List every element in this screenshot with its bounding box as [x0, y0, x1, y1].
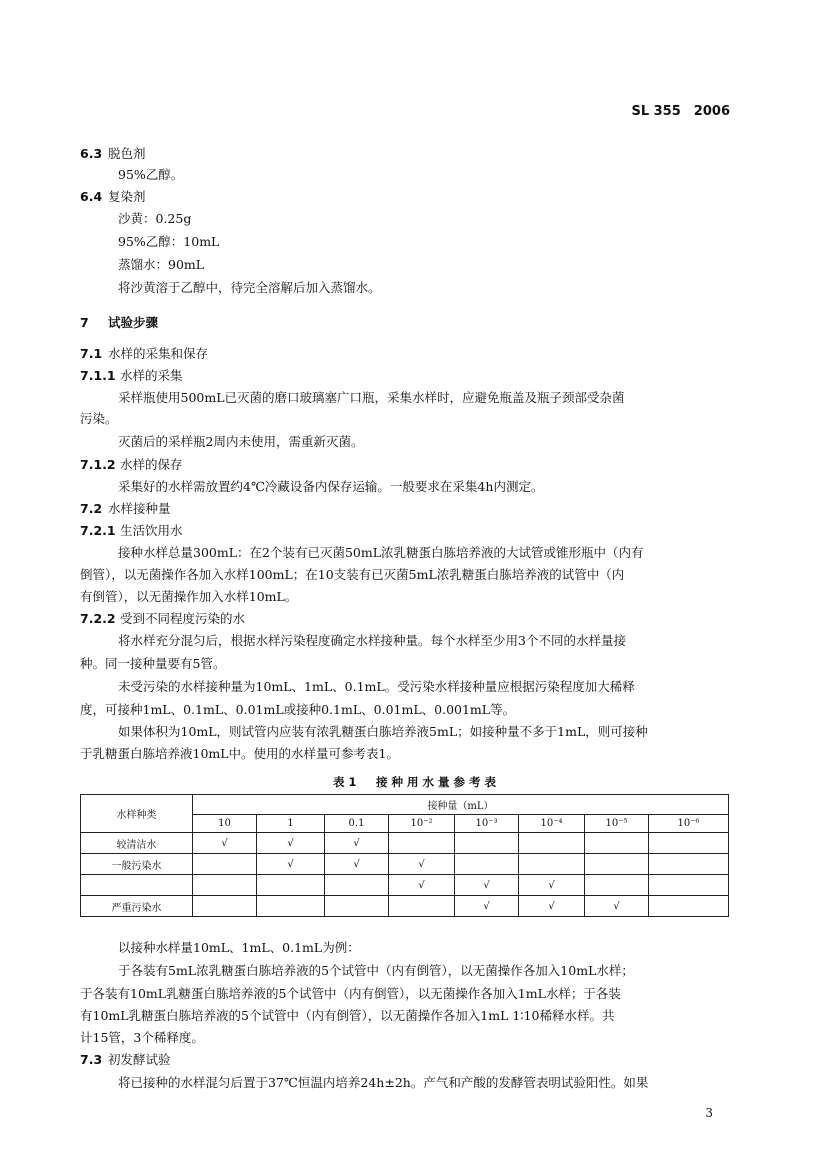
section-number: 6.3: [80, 146, 103, 161]
line-text: 沙黄：0.25g: [118, 211, 192, 226]
section-number: 7.2: [80, 501, 103, 516]
check-mark-cell: [585, 875, 649, 896]
paragraph-line: [80, 656, 225, 672]
section-number: 7.1.2: [80, 457, 116, 472]
standard-number: SL 355 2006: [631, 104, 730, 119]
column-header: 0.1: [325, 815, 389, 833]
line-text: 污染。: [80, 411, 118, 426]
line-text: 95%乙醇：10mL: [118, 234, 220, 249]
check-mark-cell: √: [585, 896, 649, 917]
check-mark-cell: √: [455, 875, 519, 896]
line-text: 初发酵试验: [108, 1052, 171, 1067]
section-number: 7.1: [80, 346, 103, 361]
line-text: 脱色剂: [108, 146, 146, 161]
line-text: 受到不同程度污染的水: [120, 611, 246, 626]
check-mark-cell: [519, 854, 585, 875]
line-text: 95%乙醇。: [118, 167, 184, 182]
line-text: 以接种水样量10mL、1mL、0.1mL为例：: [118, 940, 360, 955]
paragraph-line: [80, 986, 621, 1002]
paragraph-line: [118, 545, 644, 561]
line-text: 倒管），以无菌操作各加入水样100mL；在10支装有已灭菌5mL浓乳糖蛋白胨培养液的试管中（内: [80, 567, 625, 582]
section-heading: [80, 189, 146, 205]
line-text: 水样的采集: [120, 368, 183, 383]
section-heading: [80, 368, 183, 384]
section-number: 7.2.2: [80, 611, 116, 626]
paragraph-line: [80, 1008, 614, 1024]
column-header: 10⁻⁵: [585, 815, 649, 833]
group-header: 接种量（mL）: [193, 795, 729, 815]
check-mark-cell: √: [519, 875, 585, 896]
check-mark-cell: [193, 875, 257, 896]
line-text: 灭菌后的采样瓶2周内未使用，需重新灭菌。: [118, 434, 364, 449]
section-heading: [80, 501, 171, 517]
paragraph-line: [118, 633, 626, 649]
check-mark-cell: [389, 896, 455, 917]
line-text: 未受污染的水样接种量为10mL、1mL、0.1mL。受污染水样接种量应根据污染程度加大稀释: [118, 679, 635, 694]
paragraph-line: [118, 479, 543, 495]
table-caption: 表1 接种用水量参考表: [332, 775, 500, 789]
section-number: 7.1.1: [80, 368, 116, 383]
line-text: 复染剂: [108, 189, 146, 204]
paragraph-line: [118, 234, 219, 250]
section-heading: [80, 457, 183, 473]
line-text: 于各装有10mL乳糖蛋白胨培养液的5个试管中（内有倒管），以无菌操作各加入1mL水样；于各装: [80, 986, 621, 1001]
check-mark-cell: √: [257, 833, 325, 854]
column-header: 10⁻⁶: [649, 815, 729, 833]
paragraph-line: [118, 211, 191, 227]
section-heading: [80, 611, 245, 627]
line-text: 如果体积为10mL，则试管内应装有浓乳糖蛋白胨培养液5mL；如接种量不多于1mL，则可接种: [118, 724, 648, 739]
line-text: 有倒管），以无菌操作加入水样10mL。: [80, 589, 298, 604]
paragraph-line: [80, 746, 399, 762]
section-heading: [80, 315, 158, 331]
paragraph-line: [80, 1030, 204, 1046]
section-heading: [80, 346, 208, 362]
line-text: 于各装有5mL浓乳糖蛋白胨培养液的5个试管中（内有倒管），以无菌操作各加入10mL水样；: [118, 963, 634, 978]
row-label: 一般污染水: [81, 854, 193, 875]
column-header: 10: [193, 815, 257, 833]
check-mark-cell: [257, 875, 325, 896]
check-mark-cell: √: [389, 875, 455, 896]
paragraph-line: [118, 280, 381, 296]
line-text: 将水样充分混匀后，根据水样污染程度确定水样接种量。每个水样至少用3个不同的水样量接: [118, 633, 626, 648]
check-mark-cell: [649, 875, 729, 896]
section-number: 7.2.1: [80, 523, 116, 538]
check-mark-cell: [585, 833, 649, 854]
line-text: 蒸馏水：90mL: [118, 257, 205, 272]
section-heading: [80, 1052, 171, 1068]
row-label: 严重污染水: [81, 896, 193, 917]
line-text: 有10mL乳糖蛋白胨培养液的5个试管中（内有倒管），以无菌操作各加入1mL 1∶10稀释水样。共: [80, 1008, 615, 1023]
check-mark-cell: [193, 854, 257, 875]
line-text: 试验步骤: [108, 315, 159, 330]
line-text: 生活饮用水: [120, 523, 183, 538]
section-heading: [80, 146, 146, 162]
check-mark-cell: [455, 854, 519, 875]
check-mark-cell: [257, 896, 325, 917]
paragraph-line: [118, 1075, 648, 1091]
line-text: 水样的采集和保存: [108, 346, 209, 361]
column-header: 10⁻⁴: [519, 815, 585, 833]
line-text: 种。同一接种量要有5管。: [80, 656, 226, 671]
paragraph-line: [80, 589, 297, 605]
line-text: 于乳糖蛋白胨培养液10mL中。使用的水样量可参考表1。: [80, 746, 400, 761]
page-number: 3: [705, 1106, 713, 1120]
paragraph-line: [118, 390, 625, 406]
check-mark-cell: [519, 833, 585, 854]
table-row: [81, 875, 729, 896]
check-mark-cell: √: [257, 854, 325, 875]
table-row: [81, 854, 729, 875]
row-label: 较清洁水: [81, 833, 193, 854]
check-mark-cell: √: [325, 833, 389, 854]
paragraph-line: [80, 567, 624, 583]
check-mark-cell: √: [325, 854, 389, 875]
paragraph-line: [80, 702, 515, 718]
check-mark-cell: [585, 854, 649, 875]
line-text: 计15管，3个稀释度。: [80, 1030, 204, 1045]
paragraph-line: [118, 724, 648, 740]
check-mark-cell: √: [455, 896, 519, 917]
paragraph-line: [80, 411, 118, 427]
column-header: 10⁻²: [389, 815, 455, 833]
row-label: [81, 875, 193, 896]
reference-table: [80, 794, 729, 917]
check-mark-cell: [455, 833, 519, 854]
section-number: 6.4: [80, 189, 103, 204]
section-number: 7.3: [80, 1052, 103, 1067]
check-mark-cell: √: [389, 854, 455, 875]
corner-header: 水样种类: [81, 795, 193, 833]
table-row: [81, 896, 729, 917]
check-mark-cell: [193, 896, 257, 917]
check-mark-cell: √: [193, 833, 257, 854]
paragraph-line: [118, 679, 635, 695]
section-heading: [80, 523, 183, 539]
section-number: 7: [80, 315, 89, 330]
check-mark-cell: [649, 854, 729, 875]
line-text: 水样的保存: [120, 457, 183, 472]
line-text: 度，可接种1mL、0.1mL、0.01mL或接种0.1mL、0.01mL、0.001mL等。: [80, 702, 516, 717]
paragraph-line: [118, 434, 363, 450]
line-text: 采样瓶使用500mL已灭菌的磨口玻璃塞广口瓶，采集水样时，应避免瓶盖及瓶子颈部受杂菌: [118, 390, 625, 405]
paragraph-line: [118, 963, 634, 979]
check-mark-cell: [325, 875, 389, 896]
column-header: 10⁻³: [455, 815, 519, 833]
column-header: 1: [257, 815, 325, 833]
table-row: [81, 833, 729, 854]
paragraph-line: [118, 167, 183, 183]
check-mark-cell: √: [519, 896, 585, 917]
check-mark-cell: [325, 896, 389, 917]
line-text: 采集好的水样需放置约4℃冷藏设备内保存运输。一般要求在采集4h内测定。: [118, 479, 544, 494]
line-text: 将沙黄溶于乙醇中，待完全溶解后加入蒸馏水。: [118, 280, 381, 295]
line-text: 将已接种的水样混匀后置于37℃恒温内培养24h±2h。产气和产酸的发酵管表明试验阳性。如果: [118, 1075, 649, 1090]
line-text: 接种水样总量300mL：在2个装有已灭菌50mL浓乳糖蛋白胨培养液的大试管或锥形瓶中（内有: [118, 545, 644, 560]
check-mark-cell: [649, 833, 729, 854]
paragraph-line: [118, 257, 204, 273]
line-text: 水样接种量: [108, 501, 171, 516]
check-mark-cell: [649, 896, 729, 917]
paragraph-line: [118, 940, 360, 956]
check-mark-cell: [389, 833, 455, 854]
